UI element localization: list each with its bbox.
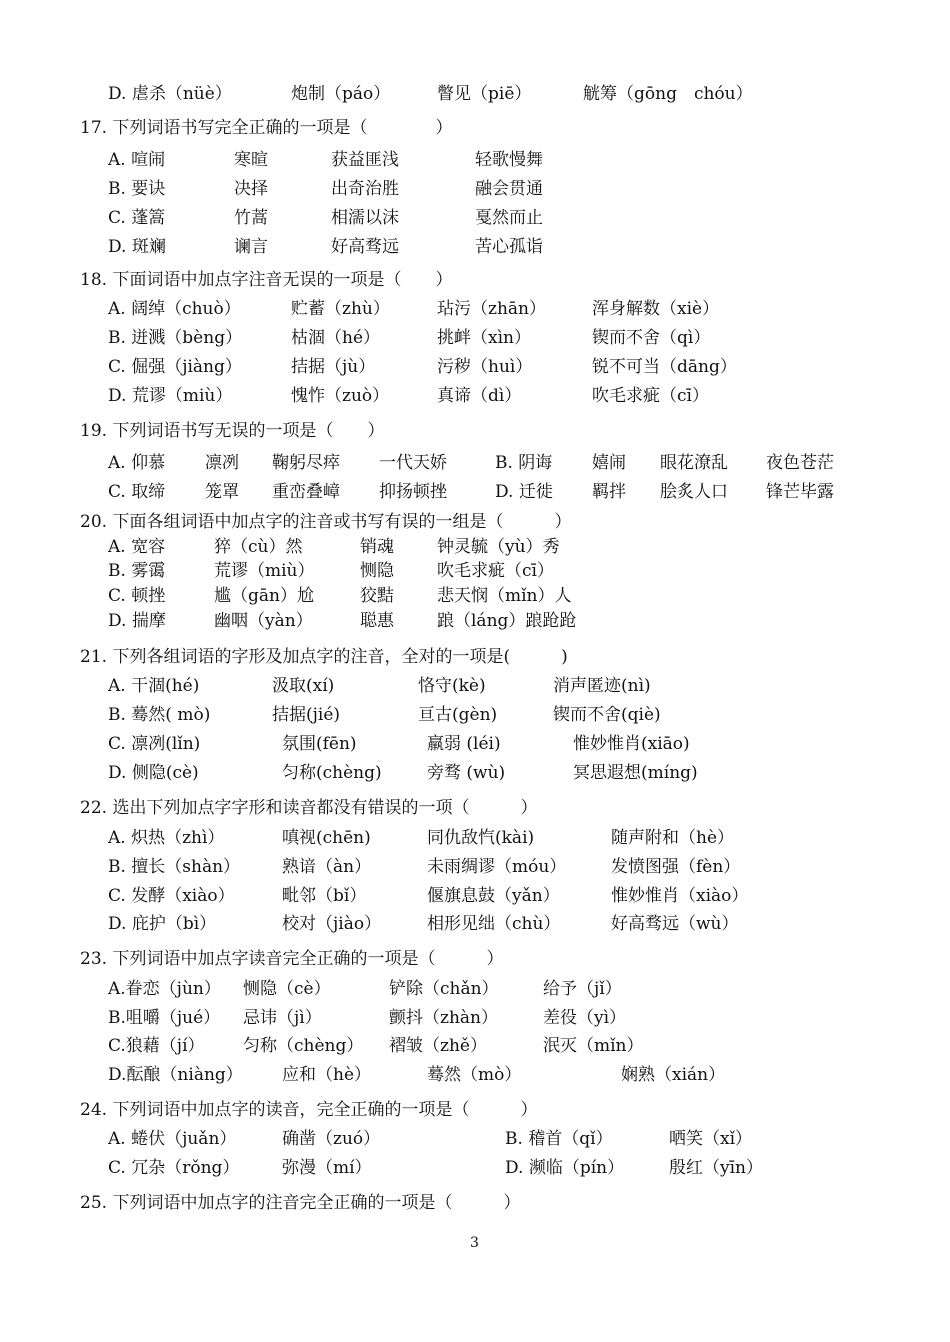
option-cell: 汲取(xí) [272,676,335,696]
option-cell: C. 取缔 [108,482,166,502]
option-cell: 恻隐（cè） [243,979,331,999]
option-cell: 未雨绸谬（móu） [427,857,567,877]
option-cell: 羁拌 [592,482,626,502]
option-cell: 重峦叠嶂 [272,482,340,502]
option-cell: 应和（hè） [282,1065,372,1085]
option-cell: 惟妙惟肖（xiào） [611,886,749,906]
option-cell: A. 仰慕 [108,453,166,473]
option-cell: 颤抖（zhàn） [389,1008,498,1028]
option-cell: 瞥见（piē） [437,84,532,104]
option-cell: 销魂 [360,537,394,557]
option-cell: 笼罩 [205,482,239,502]
option-cell: D. 虐杀（nüè） [108,84,232,104]
option-cell: 鞠躬尽瘁 [272,453,340,473]
option-cell: 娴熟（xián） [621,1065,726,1085]
option-cell: 校对（jiào） [282,914,382,934]
option-cell: 出奇治胜 [331,179,399,199]
option-cell: 幽咽（yàn） [214,611,313,631]
option-cell: 玷污（zhān） [437,299,546,319]
option-cell: 好高骛远（wù） [611,914,739,934]
option-cell: 竹蒿 [234,208,268,228]
option-cell: 随声附和（hè） [611,828,735,848]
option-cell: 炮制（páo） [291,84,391,104]
option-cell: 吹毛求疵（cī） [437,561,554,581]
option-cell: 抑扬顿挫 [379,482,447,502]
option-cell: 相濡以沫 [331,208,399,228]
option-cell: A. 宽容 [108,537,166,557]
option-cell: A. 干涸(hé) [108,676,200,696]
option-cell: 恪守(kè) [418,676,486,696]
option-cell: 殷红（yīn） [669,1158,763,1178]
option-cell: C. 顿挫 [108,586,166,606]
option-cell: B. 雾霭 [108,561,166,581]
option-cell: D.酝酿（niàng） [108,1065,243,1085]
question-text: 25. 下列词语中加点字的注音完全正确的一项是（ ） [80,1193,521,1213]
option-cell: 发愤图强（fèn） [611,857,741,877]
option-cell: 拮据（jù） [291,357,376,377]
option-cell: D. 揣摩 [108,611,166,631]
option-cell: 真谛（dì） [437,386,522,406]
option-cell: D. 荒谬（miù） [108,386,233,406]
question-text: 21. 下列各组词语的字形及加点字的注音，全对的一项是( ) [80,647,568,667]
option-cell: 锐不可当（dāng） [592,357,737,377]
page-number: 3 [470,1235,479,1251]
option-cell: 哂笑（xǐ） [669,1129,753,1149]
option-cell: B. 稽首（qǐ） [505,1129,613,1149]
option-cell: 偃旗息鼓（yǎn） [427,886,560,906]
option-cell: 差役（yì） [543,1008,627,1028]
option-cell: 羸弱 (léi) [427,734,501,754]
question-text: 20. 下面各组词语中加点字的注音或书写有误的一组是（ ） [80,512,572,532]
option-cell: 毗邻（bǐ） [282,886,367,906]
option-cell: 踉（láng）踉跄跄 [437,611,577,631]
option-cell: 铲除（chǎn） [389,979,499,999]
question-text: 17. 下列词语书写完全正确的一项是（ ） [80,118,453,138]
option-cell: C.狼藉（jí） [108,1036,205,1056]
option-cell: 寒暄 [234,150,268,170]
option-cell: 氛围(fēn) [282,734,357,754]
option-cell: A. 蜷伏（juǎn） [108,1129,237,1149]
option-cell: D. 侧隐(cè) [108,763,199,783]
option-cell: 污秽（huì） [437,357,533,377]
option-cell: 尴（gān）尬 [214,586,314,606]
option-cell: 冥思遐想(míng) [573,763,698,783]
option-cell: 苦心孤诣 [475,237,543,257]
option-cell: 嗔视(chēn) [282,828,371,848]
option-cell: 锲而不舍（qì） [592,328,711,348]
question-text: 24. 下列词语中加点字的读音，完全正确的一项是（ ） [80,1100,538,1120]
option-cell: 忌讳（jì） [243,1008,322,1028]
option-cell: 弥漫（mí） [282,1158,372,1178]
option-cell: 浑身解数（xiè） [592,299,720,319]
option-cell: 确凿（zuó） [282,1129,381,1149]
page-number-footer [0,1230,950,1256]
option-cell: C. 冗杂（rǒng） [108,1158,240,1178]
option-cell: B. 阴诲 [495,453,553,473]
option-cell: 聪惠 [360,611,394,631]
option-cell: 匀称(chèng) [282,763,382,783]
option-cell: 熟谙（àn） [282,857,372,877]
option-cell: D. 庇护（bì） [108,914,217,934]
option-cell: 戛然而止 [475,208,543,228]
option-cell: A. 喧闹 [108,150,166,170]
question-text: 18. 下面词语中加点字注音无误的一项是（ ） [80,270,453,290]
option-cell: A.眷恋（jùn） [108,979,221,999]
option-cell: 获益匪浅 [331,150,399,170]
option-cell: B. 蓦然( mò) [108,705,211,725]
option-cell: 挑衅（xìn） [437,328,531,348]
option-cell: A. 炽热（zhì） [108,828,225,848]
option-cell: 泯灭（mǐn） [543,1036,644,1056]
question-text: 19. 下列词语书写无误的一项是（ ） [80,421,385,441]
option-cell: B. 迸溅（bèng） [108,328,243,348]
option-cell: C. 凛冽(lǐn) [108,734,201,754]
question-text: 22. 选出下列加点字字形和读音都没有错误的一项（ ） [80,798,538,818]
option-cell: 钟灵毓（yù）秀 [437,537,560,557]
option-cell: B. 要诀 [108,179,166,199]
option-cell: C. 发酵（xiào） [108,886,235,906]
option-cell: 眼花潦乱 [660,453,728,473]
option-cell: 愧怍（zuò） [291,386,390,406]
option-cell: A. 阔绰（chuò） [108,299,241,319]
option-cell: 惟妙惟肖(xiāo) [573,734,690,754]
option-cell: 脍炙人口 [660,482,728,502]
option-cell: 拮据(jié) [272,705,341,725]
option-cell: 谰言 [234,237,268,257]
option-cell: C. 蓬篙 [108,208,166,228]
option-cell: 悲天悯（mǐn）人 [437,586,572,606]
option-cell: 嬉闹 [592,453,626,473]
option-cell: B.咀嚼（jué） [108,1008,221,1028]
option-cell: 给予（jǐ） [543,979,622,999]
option-cell: 蓦然（mò） [427,1065,522,1085]
option-cell: 相形见绌（chù） [427,914,561,934]
option-cell: 猝（cù）然 [214,537,303,557]
option-cell: D. 斑斓 [108,237,166,257]
option-cell: 亘古(gèn) [418,705,498,725]
option-cell: 锲而不舍(qiè) [553,705,661,725]
option-cell: D. 迁徙 [495,482,553,502]
option-cell: 锋芒毕露 [766,482,834,502]
option-cell: 吹毛求疵（cī） [592,386,709,406]
option-cell: 荒谬（miù） [214,561,315,581]
option-cell: 轻歌慢舞 [475,150,543,170]
option-cell: 恻隐 [360,561,394,581]
question-text: 23. 下列词语中加点字读音完全正确的一项是（ ） [80,949,504,969]
option-cell: 夜色苍茫 [766,453,834,473]
option-cell: 好高骛远 [331,237,399,257]
option-cell: 狡黠 [360,586,394,606]
option-cell: 一代天娇 [379,453,447,473]
option-cell: 觥筹（gōng chóu） [583,84,753,104]
option-cell: 旁骛 (wù) [427,763,506,783]
option-cell: 匀称（chèng） [243,1036,364,1056]
option-cell: 凛冽 [205,453,239,473]
option-cell: D. 濒临（pín） [505,1158,625,1178]
option-cell: C. 倔强（jiàng） [108,357,242,377]
option-cell: 融会贯通 [475,179,543,199]
option-cell: 枯涸（hé） [291,328,381,348]
option-cell: 贮蓄（zhù） [291,299,390,319]
option-cell: 消声匿迹(nì) [553,676,651,696]
option-cell: B. 擅长（shàn） [108,857,241,877]
option-cell: 褶皱（zhě） [389,1036,487,1056]
option-cell: 决择 [234,179,268,199]
option-cell: 同仇敌忾(kài) [427,828,535,848]
